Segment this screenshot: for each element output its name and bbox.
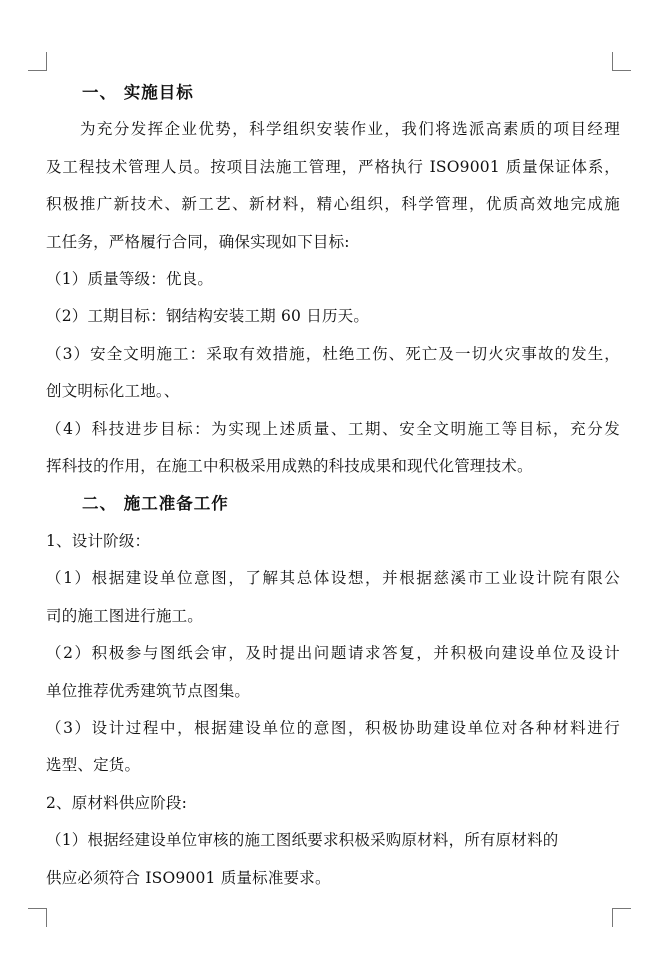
subsection-materials: 2、原材料供应阶段: bbox=[46, 793, 188, 812]
paragraph-line: 工任务，严格履行合同，确保实现如下目标: bbox=[46, 232, 350, 251]
materials-item-1: （1）根据经建设单位审核的施工图纸要求积极采购原材料，所有原材料的 bbox=[46, 831, 559, 850]
design-item-2-cont: 单位推荐优秀建筑节点图集。 bbox=[46, 681, 251, 700]
design-item-3: （3）设计过程中，根据建设单位的意图，积极协助建设单位对各种材料进行 bbox=[46, 718, 620, 737]
crop-mark-top-right bbox=[612, 52, 631, 71]
materials-item-1-cont: 供应必须符合 ISO9001 质量标准要求。 bbox=[46, 868, 331, 887]
goal-item-quality: （1）质量等级：优良。 bbox=[46, 270, 214, 289]
design-item-1-cont: 司的施工图进行施工。 bbox=[46, 606, 204, 625]
goal-item-safety-cont: 创文明标化工地。、 bbox=[46, 382, 180, 401]
design-item-2: （2）积极参与图纸会审，及时提出问题请求答复，并积极向建设单位及设计 bbox=[46, 644, 620, 663]
paragraph-line: 为充分发挥企业优势，科学组织安装作业，我们将选派高素质的项目经理 bbox=[80, 120, 620, 139]
goal-item-tech: （4）科技进步目标：为实现上述质量、工期、安全文明施工等目标，充分发 bbox=[46, 419, 620, 438]
crop-mark-bottom-right bbox=[612, 908, 631, 927]
section-heading-2: 二、 施工准备工作 bbox=[82, 494, 229, 514]
goal-item-schedule: （2）工期目标：钢结构安装工期 60 日历天。 bbox=[46, 307, 370, 326]
section-heading-1: 一、 实施目标 bbox=[82, 83, 194, 102]
goal-item-tech-cont: 挥科技的作用，在施工中积极采用成熟的科技成果和现代化管理技术。 bbox=[46, 457, 533, 476]
design-item-1: （1）根据建设单位意图，了解其总体设想，并根据慈溪市工业设计院有限公 bbox=[46, 569, 620, 588]
subsection-design: 1、设计阶级： bbox=[46, 531, 151, 550]
design-item-3-cont: 选型、定货。 bbox=[46, 756, 141, 775]
paragraph-line: 积极推广新技术、新工艺、新材料，精心组织，科学管理，优质高效地完成施 bbox=[46, 195, 620, 214]
document-body bbox=[46, 74, 620, 897]
paragraph-line: 及工程技术管理人员。按项目法施工管理，严格执行 ISO9001 质量保证体系， bbox=[46, 157, 620, 176]
crop-mark-bottom-left bbox=[28, 908, 47, 927]
crop-mark-top-left bbox=[28, 52, 47, 71]
goal-item-safety: （3）安全文明施工：采取有效措施，杜绝工伤、死亡及一切火灾事故的发生， bbox=[46, 344, 620, 363]
